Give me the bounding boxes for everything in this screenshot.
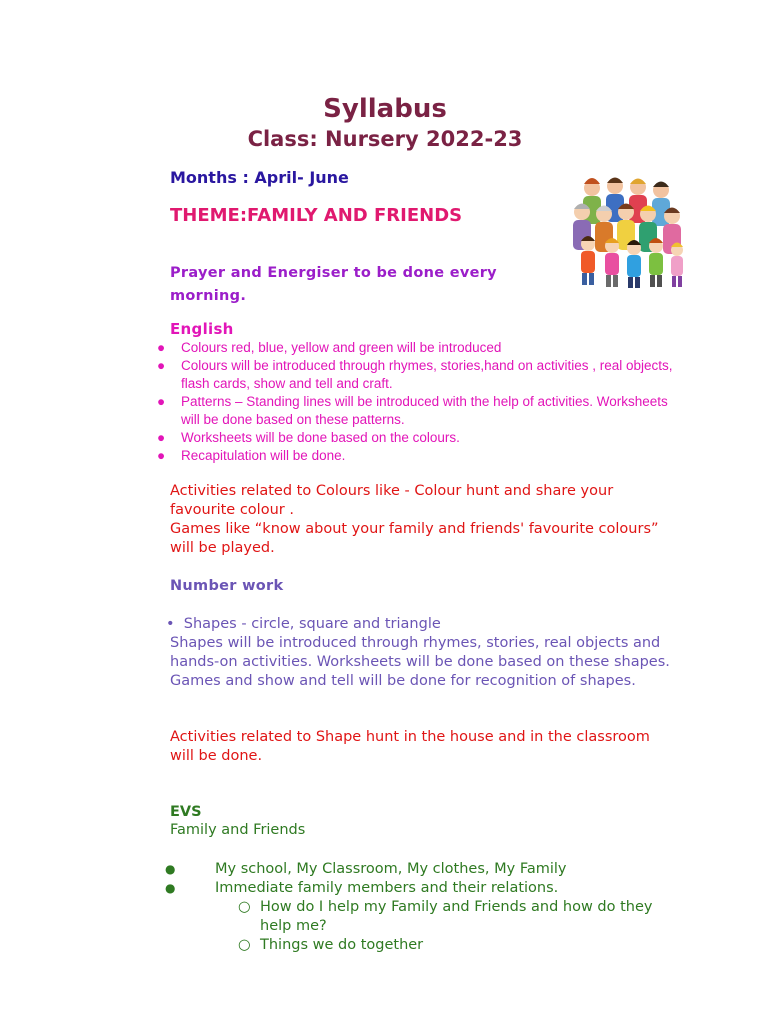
- circle-bullet-icon: ○: [238, 899, 251, 915]
- number-work-line: Games and show and tell will be done for recognition of shapes.: [170, 673, 636, 689]
- shapes-bullet: [166, 615, 441, 634]
- evs-heading: EVS: [170, 804, 202, 820]
- bullet-icon: ●: [157, 430, 166, 445]
- prayer-note: Prayer and Energiser to be done every morning.: [170, 265, 497, 304]
- list-item: [157, 429, 677, 447]
- colour-activities-text: Activities related to Colours like - Colour hunt and share your favourite colour .: [170, 483, 614, 518]
- english-item-text: Patterns – Standing lines will be introduced with the help of activities. Worksheets will be done based on these patterns.: [181, 394, 668, 427]
- bullet-icon: ●: [165, 862, 176, 876]
- evs-subheading: Family and Friends: [170, 822, 306, 838]
- bullet-icon: ●: [157, 394, 166, 409]
- list-item: [157, 447, 677, 465]
- list-item: [165, 879, 685, 898]
- shapes-bullet-text: Shapes - circle, square and triangle: [183, 616, 441, 632]
- class-subtitle: Class: Nursery 2022-23: [247, 127, 523, 151]
- evs-bullet-list: [165, 860, 685, 955]
- bullet-icon: •: [166, 616, 175, 632]
- english-item-text: Colours will be introduced through rhymes, stories,hand on activities , real objects, flash cards, show and tell and craft.: [181, 358, 673, 391]
- colour-activities: [170, 482, 670, 558]
- bullet-icon: ●: [165, 881, 176, 895]
- list-item: [157, 357, 677, 393]
- list-item: [165, 860, 685, 879]
- evs-item-text: My school, My Classroom, My clothes, My Family: [215, 861, 567, 877]
- number-work-line: Shapes will be introduced through rhymes, stories, real objects and hands-on activities. Worksheets will be done based on these shapes.: [170, 635, 670, 670]
- months-heading: Months : April- June: [170, 168, 349, 187]
- english-heading: English: [170, 320, 234, 338]
- list-item: [157, 339, 677, 357]
- number-work-body: [170, 634, 680, 691]
- evs-item-text: Immediate family members and their relations.: [215, 880, 559, 896]
- bullet-icon: ●: [157, 358, 166, 373]
- number-work-heading: Number work: [170, 578, 284, 594]
- bullet-icon: ●: [157, 448, 166, 463]
- english-item-text: Colours red, blue, yellow and green will be introduced: [181, 340, 502, 355]
- evs-subitem-text: How do I help my Family and Friends and how do they help me?: [260, 899, 653, 934]
- bullet-icon: ●: [157, 340, 166, 355]
- family-and-friends-clipart: [568, 174, 688, 292]
- english-bullet-list: [157, 339, 677, 465]
- english-item-text: Worksheets will be done based on the colours.: [181, 430, 460, 445]
- circle-bullet-icon: ○: [238, 937, 251, 953]
- list-item: [165, 898, 685, 936]
- list-item: [157, 393, 677, 429]
- shape-activities: Activities related to Shape hunt in the house and in the classroom will be done.: [170, 729, 650, 764]
- colour-games-text: Games like “know about your family and friends' favourite colours” will be played.: [170, 521, 659, 556]
- theme-heading: THEME:FAMILY AND FRIENDS: [170, 205, 463, 226]
- english-item-text: Recapitulation will be done.: [181, 448, 346, 463]
- evs-subitem-text: Things we do together: [260, 937, 424, 953]
- page-title: Syllabus: [323, 94, 447, 124]
- list-item: [165, 936, 685, 955]
